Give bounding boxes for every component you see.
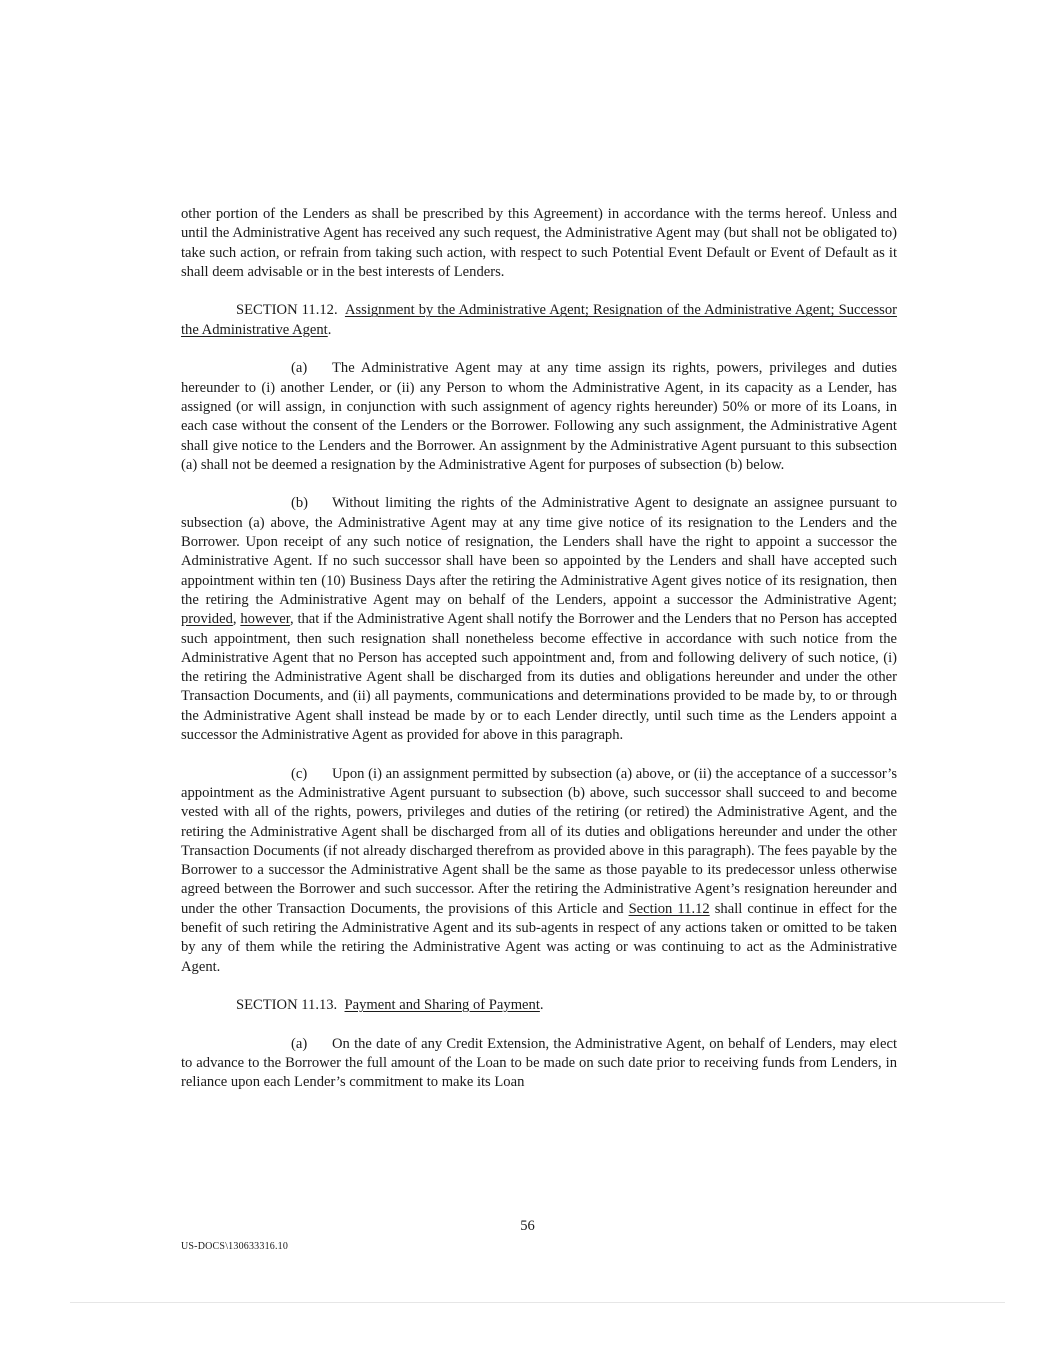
- page-body: [181, 205, 897, 1093]
- page-divider: [70, 1302, 1005, 1303]
- para-label: (a): [291, 1035, 308, 1052]
- section-11-12-title: Assignment by the Administrative Agent; Resignation of the Administrative Agent; Successor the Administrative Agent: [181, 302, 898, 338]
- para-text-continued: shall continue in effect for the benefit of such retiring the Administrative Agent and its sub-agents in respect of any actions taken or omitted to be taken by any of them while the retiring the Administrative Agent was acting or was continuing to act as the Administrative Agent.: [181, 900, 897, 975]
- document-id: US-DOCS\130633316.10: [181, 1241, 289, 1252]
- para-label: (b): [291, 495, 309, 512]
- section-11-13-heading: SECTION 11.13. Payment and Sharing of Payment.: [236, 997, 544, 1014]
- para-text: On the date of any Credit Extension, the Administrative Agent, on behalf of Lenders, may elect to advance to the Borrower the full amount of the Loan to be made on such date prior to receiving funds from Lenders, in reliance upon each Lender’s commitment to make its Loan: [181, 1035, 897, 1091]
- section-11-13-para-a: [181, 1035, 897, 1093]
- para-label: (c): [291, 765, 308, 782]
- section-11-12-para-c: [181, 765, 897, 977]
- proviso-however: however: [240, 611, 290, 628]
- section-11-13-title: Payment and Sharing of Payment: [344, 997, 540, 1014]
- page-number: 56: [520, 1218, 535, 1234]
- section-11-12-heading: SECTION 11.12. Assignment by the Administrative Agent; Resignation of the Administrative Agent; Successor the Administrative Agent.: [181, 302, 898, 338]
- para-text: Without limiting the rights of the Administrative Agent to designate an assignee pursuant to subsection (a) above, the Administrative Agent may at any time give notice of its resignation to the Lenders and the Borrower. Upon receipt of any such notice of resignation, the Lenders shall have the right to appoint a successor the Administrative Agent. If no such successor shall have been so appointed by the Lenders and shall have accepted such appointment within ten (10) Business Days after the retiring the Administrative Agent gives notice of its resignation, then the retiring the Administrative Agent may on behalf of the Lenders, appoint a successor the Administrative Agent;: [181, 495, 897, 608]
- proviso-provided: provided: [181, 611, 233, 628]
- section-cross-reference: Section 11.12: [628, 900, 710, 917]
- section-11-12-para-b: (b) Without limiting the rights of the Administrative Agent to designate an assignee pursuant to subsection (a) above, the Administrative Agent may at any time give notice of its resignation to the Lenders and the Borrower. Upon receipt of any such notice of resignation, the Lenders shall have the right to appoint a successor the Administrative Agent. If no such successor shall have been so appointed by the Lenders and shall have accepted such appointment within ten (10) Business Days after the retiring the Administrative Agent gives notice of its resignation, then the retiring the Administrative Agent may on behalf of the Lenders, appoint a successor the Administrative Agent; provided, however, that if the Administrative Agent shall notify the Borrower and the Lenders that no Person has accepted such appointment, then such resignation shall nonetheless become effective in accordance with such notice from the Administrative Agent that no Person has accepted such appointment and, from and following delivery of such notice, (i) the retiring the Administrative Agent shall be discharged from its duties and obligations hereunder and under the other Transaction Documents, and (ii) all payments, communications and determinations provided to be made by, to or through the Administrative Agent shall instead be made by or to each Lender directly, until such time as the Lenders appoint a successor the Administrative Agent as provided for above in this paragraph.: [181, 495, 898, 744]
- para-text: The Administrative Agent may at any time assign its rights, powers, privileges and duties hereunder to (i) another Lender, or (ii) any Person to whom the Administrative Agent, in its capacity as a Lender, has assigned (or will assign, in conjunction with such assignment of agency rights hereunder) 50% or more of its Loans, in each case without the consent of the Lenders or the Borrower. Following any such assignment, the Administrative Agent shall give notice to the Lenders and the Borrower. An assignment by the Administrative Agent pursuant to this subsection (a) shall not be deemed a resignation by the Administrative Agent for purposes of subsection (b) below.: [181, 360, 897, 473]
- section-11-12-para-a: [181, 359, 897, 475]
- para-text: Upon (i) an assignment permitted by subsection (a) above, or (ii) the acceptance of a successor’s appointment as the Administrative Agent pursuant to subsection (b) above, such successor shall succeed to and become vested with all of the rights, powers, privileges and duties of the retiring (or retired) the Administrative Agent, and the retiring the Administrative Agent shall be discharged from all of its duties and obligations hereunder and under the other Transaction Documents (if not already discharged therefrom as provided above in this paragraph). The fees payable by the Borrower to a successor the Administrative Agent shall be the same as those payable to its predecessor unless otherwise agreed between the Borrower and such successor. After the retiring the Administrative Agent’s resignation hereunder and under the other Transaction Documents, the provisions of this Article and: [181, 765, 897, 917]
- para-label: (a): [291, 360, 308, 377]
- section-11-13-number: SECTION 11.13.: [236, 997, 338, 1014]
- section-11-12-number: SECTION 11.12.: [236, 302, 338, 319]
- para-text-continued: that if the Administrative Agent shall notify the Borrower and the Lenders that no Person has accepted such appointment, then such resignation shall nonetheless become effective in accordance with such notice from the Administrative Agent that no Person has accepted such appointment and, from and following delivery of such notice, (i) the retiring the Administrative Agent shall be discharged from its duties and obligations hereunder and under the other Transaction Documents, and (ii) all payments, communications and determinations provided to be made by, to or through the Administrative Agent shall instead be made by or to each Lender directly, until such time as the Lenders appoint a successor the Administrative Agent as provided for above in this paragraph.: [181, 611, 898, 744]
- intro-paragraph: other portion of the Lenders as shall be prescribed by this Agreement) in accordance with the terms hereof. Unless and until the Administrative Agent has received any such request, the Administrative Agent may (but shall not be obligated to) take such action, or refrain from taking such action, with respect to such Potential Event Default or Event of Default as it shall deem advisable or in the best interests of Lenders.: [181, 206, 897, 280]
